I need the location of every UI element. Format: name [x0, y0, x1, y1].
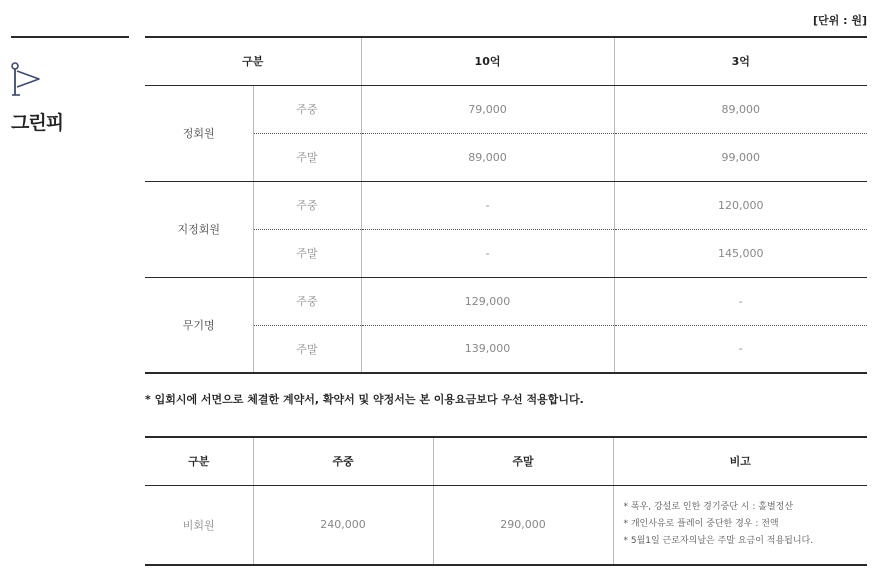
price-cell: - — [614, 277, 867, 325]
price-cell: 290,000 — [433, 485, 613, 565]
table-row — [145, 85, 867, 133]
day-type-cell: 주말 — [253, 325, 361, 373]
green-fee-table — [145, 36, 867, 374]
day-type-cell: 주중 — [253, 181, 361, 229]
nonmember-fee-table — [145, 436, 867, 566]
day-type-cell: 주중 — [253, 277, 361, 325]
day-type-cell: 주말 — [253, 229, 361, 277]
table-header-row — [145, 437, 867, 485]
price-cell: 79,000 — [361, 85, 614, 133]
category-cell: 비회원 — [182, 518, 215, 532]
price-cell: - — [361, 229, 614, 277]
member-type-cell: 지정회원 — [145, 181, 253, 277]
member-type-cell: 정회원 — [145, 85, 253, 181]
price-cell: - — [614, 325, 867, 373]
sidebar-divider — [11, 36, 129, 38]
price-cell: 89,000 — [614, 85, 867, 133]
price-cell: 129,000 — [361, 277, 614, 325]
price-cell: - — [361, 181, 614, 229]
table-header-row — [145, 37, 867, 85]
header-weekend: 주말 — [433, 437, 613, 485]
unit-label: [단위 : 원] — [813, 14, 867, 27]
header-weekday: 주중 — [253, 437, 433, 485]
page-title: 그린피 — [11, 112, 64, 134]
header-remarks: 비고 — [613, 437, 867, 485]
price-cell: 99,000 — [614, 133, 867, 181]
table-row — [145, 229, 867, 277]
remark-line: * 폭우, 강설로 인한 경기중단 시 : 홀별정산 — [623, 502, 794, 513]
header-3eok: 3억 — [614, 37, 867, 85]
price-cell: 89,000 — [361, 133, 614, 181]
header-category: 구분 — [145, 37, 361, 85]
header-category: 구분 — [145, 437, 253, 485]
day-type-cell: 주말 — [253, 133, 361, 181]
table-row — [145, 181, 867, 229]
flag-icon — [11, 62, 43, 96]
table-row — [145, 485, 867, 565]
price-cell: 145,000 — [614, 229, 867, 277]
table-row — [145, 133, 867, 181]
notice-text: * 입회시에 서면으로 체결한 계약서, 확약서 및 약정서는 본 이용요금보다 우선 적용합니다. — [145, 393, 584, 406]
remark-line: * 개인사유로 플레이 중단한 경우 : 전액 — [623, 519, 779, 530]
price-cell: 120,000 — [614, 181, 867, 229]
day-type-cell: 주중 — [253, 85, 361, 133]
remark-line: * 5월1일 근로자의날은 주말 요금이 적용됩니다. — [623, 536, 814, 547]
price-cell: 240,000 — [253, 485, 433, 565]
header-10eok: 10억 — [361, 37, 614, 85]
table-row — [145, 325, 867, 373]
remarks-cell — [613, 485, 867, 565]
table-row — [145, 277, 867, 325]
member-type-cell: 무기명 — [145, 277, 253, 373]
price-cell: 139,000 — [361, 325, 614, 373]
